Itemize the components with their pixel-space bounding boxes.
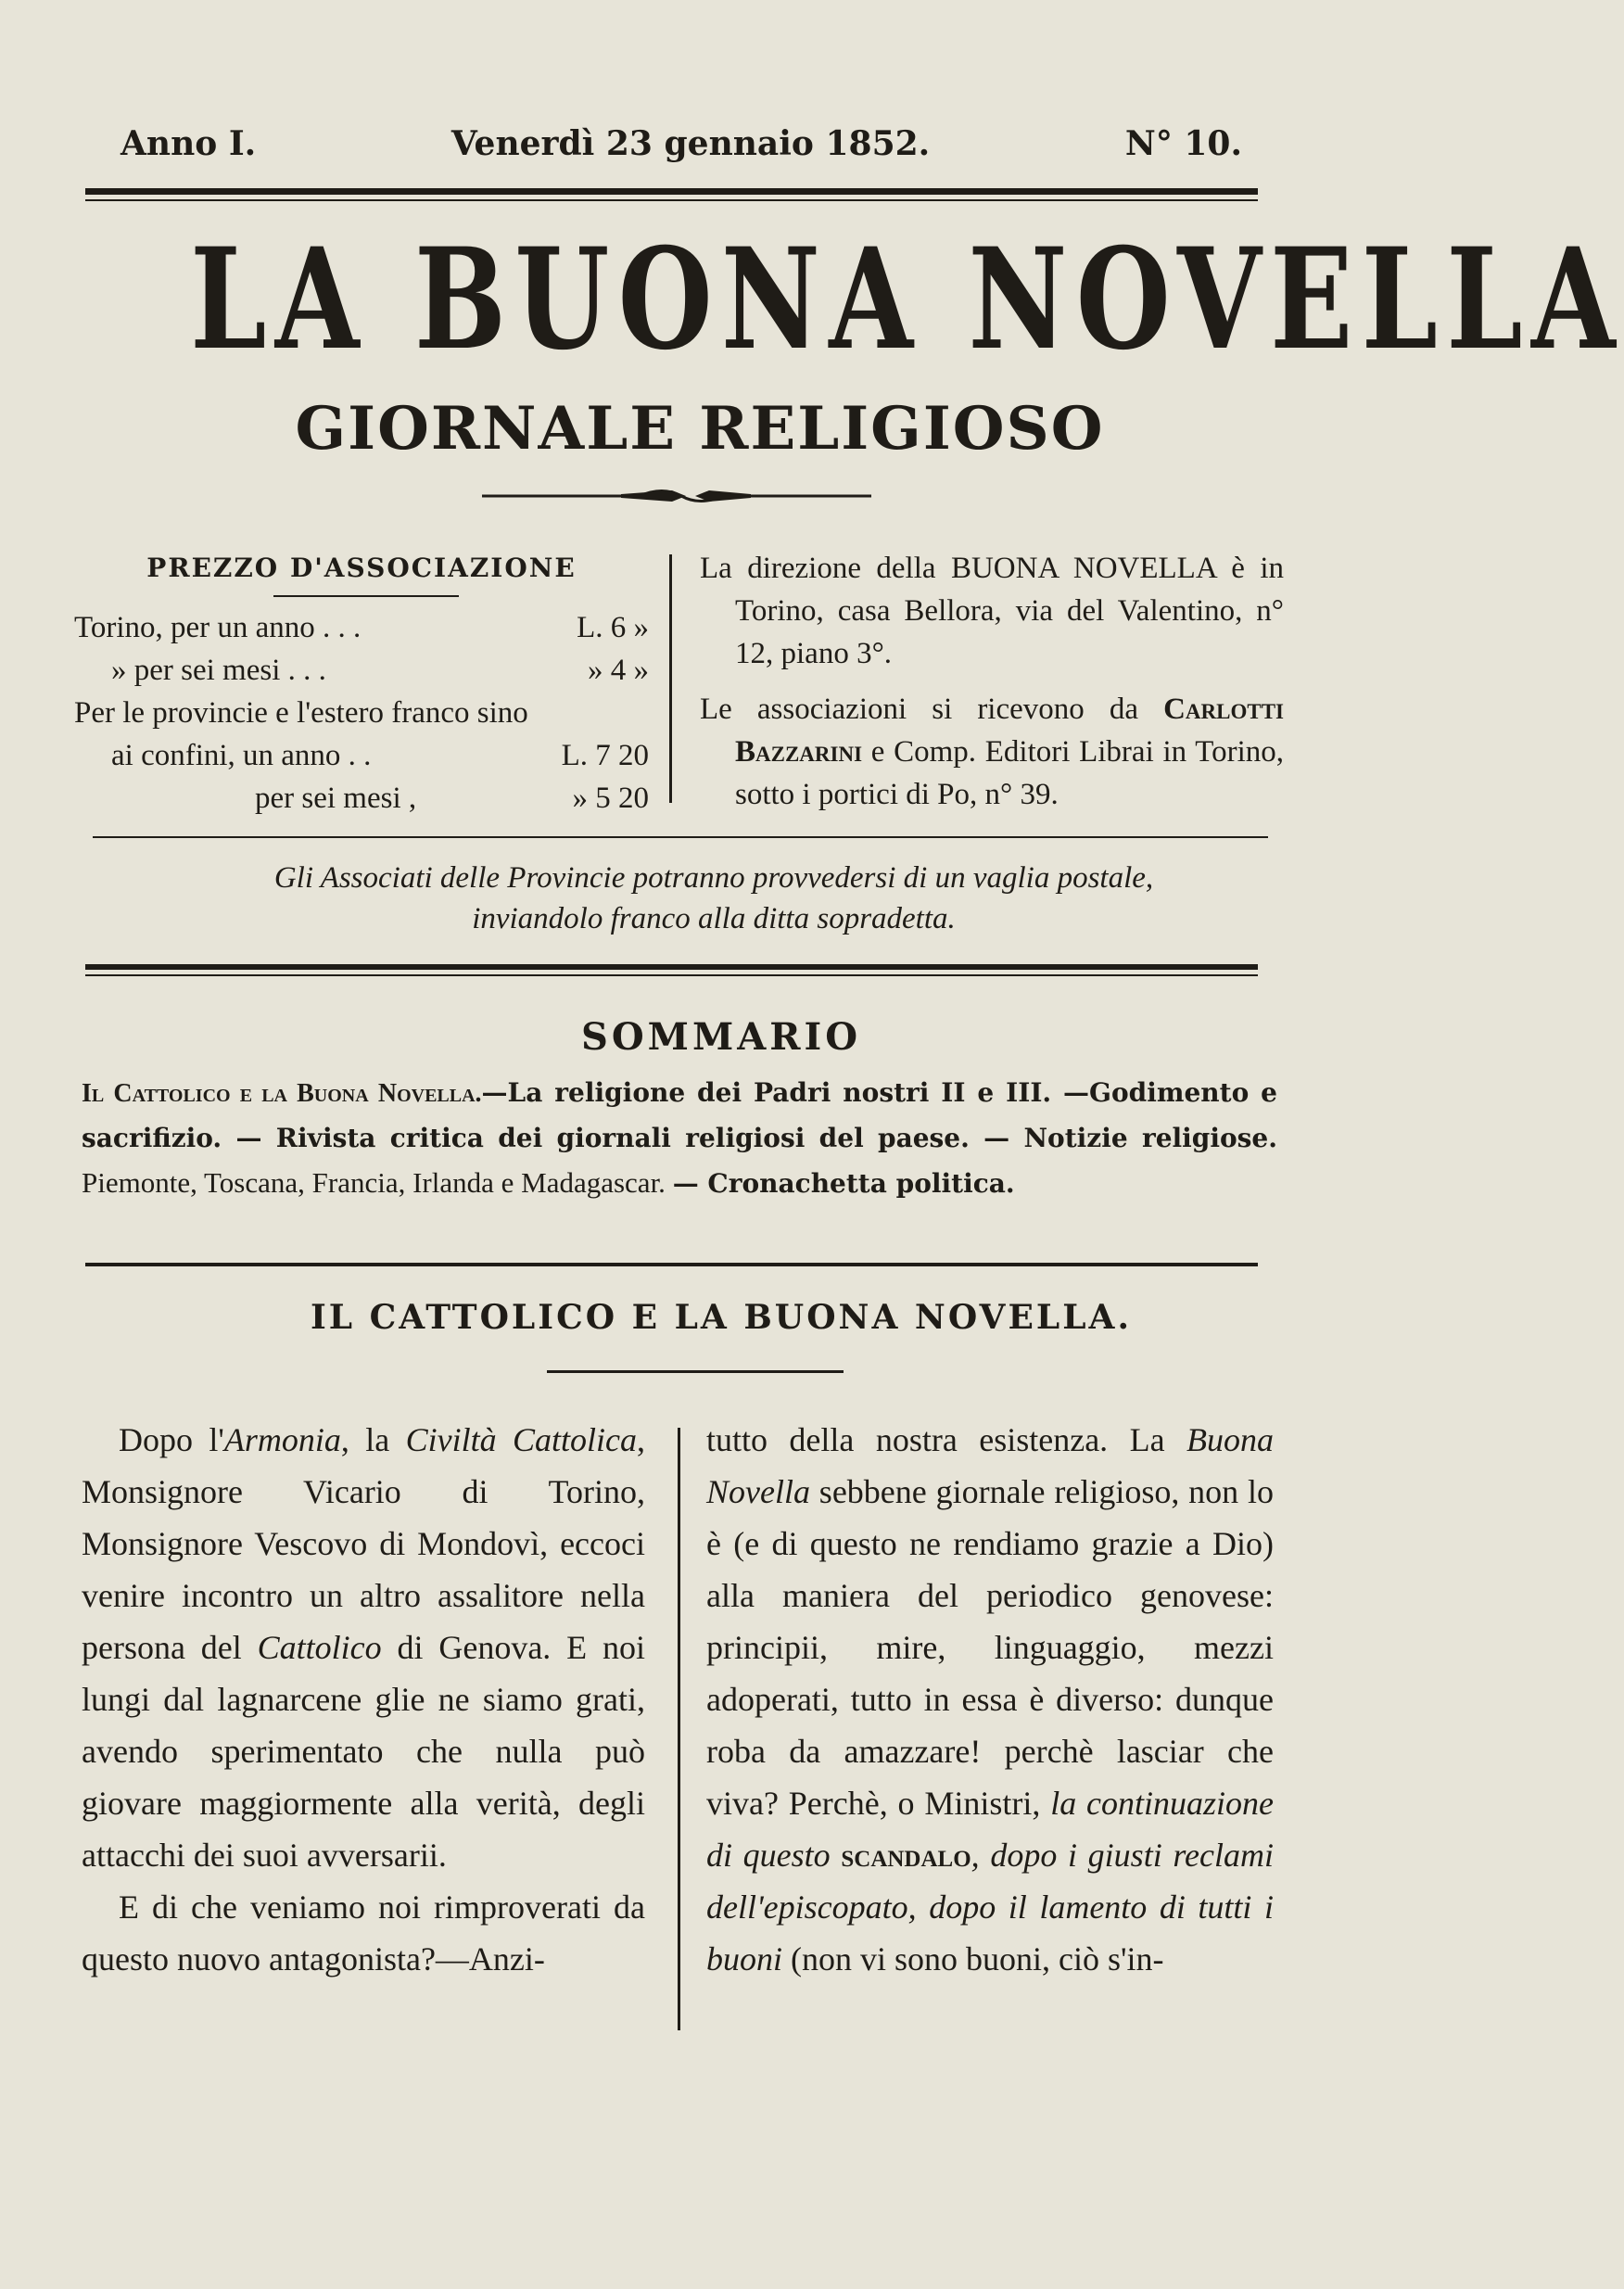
subscription-agents: Le associazioni si ricevono da Carlotti Bazzarini e Comp. Editori Librai in Torino, sotto i portici di Po, n° 39. [700, 693, 1284, 811]
subscription-prices [74, 547, 649, 820]
issue-number: N° 10. [1124, 124, 1242, 163]
issue-header [121, 121, 1242, 167]
price-row: Torino, per un anno . . . L. 6 » [74, 611, 649, 644]
section-rule [85, 1263, 1258, 1266]
direction-address: La direzione della BUONA NOVELLA è in Torino, casa Bellora, via del Valentino, n° 12, piano 3°. [700, 552, 1284, 670]
article-column-right [706, 1414, 1274, 1985]
article-paragraph: E di che veniamo noi rimproverati da questo nuovo antagonista?—Anzi- [82, 1888, 645, 1977]
prices-heading-rule [273, 595, 459, 597]
issue-date: Venerdì 23 gennaio 1852. [450, 124, 931, 163]
masthead-title: LA BUONA NOVELLA [190, 218, 1624, 381]
section-rule [93, 836, 1268, 838]
price-row: » per sei mesi . . . » 4 » [111, 654, 649, 687]
price-row: ai confini, un anno . . L. 7 20 [111, 739, 649, 772]
section-rule-thin [85, 974, 1258, 976]
postal-notice: Gli Associati delle Provincie potranno provvedersi di un vaglia postale, inviandolo franco alla ditta sopradetta. [273, 861, 1154, 935]
issue-year: Anno I. [121, 124, 257, 163]
price-row: per sei mesi , » 5 20 [255, 782, 649, 815]
price-row: Per le provincie e l'estero franco sino [74, 696, 528, 730]
article-paragraph: tutto della nostra esistenza. La Buona Novella sebbene giornale religioso, non lo è (e di questo ne rendiamo grazie a Dio) alla maniera del periodico genovese: principii, mire, linguaggio, mezzi adoperati, tutto in essa è diverso: dunque roba da amazzare! perchè lasciar che viva? Perchè, o Ministri, la continuazione di questo scandalo, dopo i giusti reclami dell'episcopato, dopo il lamento di tutti i buoni (non vi sono buoni, ciò s'in- [706, 1421, 1275, 1977]
masthead-subtitle: GIORNALE RELIGIOSO [295, 394, 1105, 464]
article-column-left [82, 1414, 645, 1985]
title-underline [547, 1370, 844, 1373]
prices-heading: PREZZO D'ASSOCIAZIONE [146, 553, 577, 583]
direction-info [700, 547, 1284, 816]
sommario-contents: Il Cattolico e la Buona Novella.—La religione dei Padri nostri II e III. —Godimento e sacrifizio. — Rivista critica dei giornali religiosi del paese. — Notizie religiose. Piemonte, Toscana, Francia, Irlanda e Madagascar. — Cronachetta politica. [82, 1077, 1277, 1199]
sommario-title: SOMMARIO [580, 1015, 862, 1059]
column-divider [678, 1428, 680, 2030]
header-rule-thin [85, 199, 1258, 201]
header-rule [85, 188, 1258, 195]
section-rule-thick [85, 964, 1258, 970]
article-paragraph: Dopo l'Armonia, la Civiltà Cattolica, Monsignore Vicario di Torino, Monsignore Vescovo di Mondovì, eccoci venire incontro un altro assalitore nella persona del Cattolico di Genova. E noi lungi dal lagnarcene glie ne siamo grati, avendo sperimentato che nulla può giovare maggiormente alla verità, degli attacchi dei suoi avversarii. [82, 1421, 645, 1874]
article-title: IL CATTOLICO E LA BUONA NOVELLA. [310, 1298, 1133, 1337]
column-divider [669, 554, 672, 803]
ornament-flourish [482, 482, 871, 510]
